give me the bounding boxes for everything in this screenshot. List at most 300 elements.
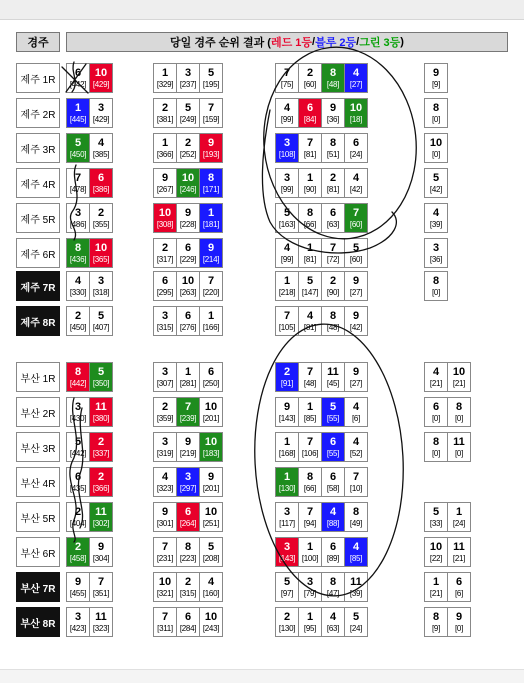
bracket-score: [89]	[326, 553, 340, 563]
race-label: 부산 1R	[16, 362, 60, 392]
bracket-score: [95]	[303, 623, 317, 633]
result-cell-blue	[344, 537, 368, 567]
bracket-score: [90]	[326, 287, 340, 297]
horse-number: 1	[455, 505, 463, 518]
result-cell	[89, 98, 113, 128]
horse-number: 3	[97, 101, 105, 114]
bracket-score: [281]	[179, 378, 197, 388]
result-cell	[275, 306, 299, 336]
bracket-score: [48]	[326, 79, 340, 89]
result-cell	[176, 63, 200, 93]
race-label: 제주 3R	[16, 133, 60, 163]
blue-second-label: 블루 2등	[315, 37, 357, 49]
horse-number: 2	[329, 274, 337, 287]
result-group	[275, 133, 367, 163]
result-cell-green	[199, 432, 223, 462]
result-cell	[298, 271, 322, 301]
horse-number: 10	[429, 136, 443, 149]
result-cell	[447, 362, 471, 392]
bracket-score: [263]	[179, 287, 197, 297]
result-group	[66, 537, 112, 567]
bracket-score: [315]	[156, 322, 174, 332]
result-cell	[424, 607, 448, 637]
bracket-score: [81]	[326, 184, 340, 194]
result-cell	[153, 537, 177, 567]
bracket-score: [237]	[179, 79, 197, 89]
horse-number: 2	[97, 206, 105, 219]
result-group	[153, 572, 222, 602]
result-cell	[447, 432, 471, 462]
result-cell-green	[89, 362, 113, 392]
result-group	[66, 362, 112, 392]
result-cell	[66, 572, 90, 602]
horse-number: 9	[161, 171, 169, 184]
result-group	[275, 607, 367, 637]
result-cell-red	[275, 537, 299, 567]
horse-number: 1	[306, 171, 314, 184]
horse-number: 9	[352, 365, 360, 378]
horse-number: 8	[74, 365, 82, 378]
bracket-score: [160]	[202, 588, 220, 598]
bracket-score: [0]	[432, 149, 440, 159]
horse-number: 5	[207, 540, 215, 553]
result-cell	[153, 306, 177, 336]
bracket-score: [81]	[303, 254, 317, 264]
result-cell	[176, 271, 200, 301]
horse-number: 1	[306, 241, 314, 254]
result-cell	[321, 203, 345, 233]
horse-number: 6	[184, 505, 192, 518]
horse-number: 6	[207, 365, 215, 378]
result-group	[153, 467, 222, 497]
bracket-score: [231]	[156, 553, 174, 563]
result-cell	[199, 271, 223, 301]
result-cell	[153, 467, 177, 497]
result-group	[424, 203, 447, 233]
horse-number: 7	[207, 101, 215, 114]
result-cell	[321, 238, 345, 268]
horse-number: 2	[283, 365, 291, 378]
horse-number: 8	[432, 610, 440, 623]
bracket-score: [168]	[278, 448, 296, 458]
horse-number: 8	[306, 206, 314, 219]
horse-number: 3	[161, 365, 169, 378]
bracket-score: [249]	[179, 114, 197, 124]
result-cell-blue	[275, 362, 299, 392]
horse-number: 3	[306, 575, 314, 588]
bracket-score: [350]	[92, 378, 110, 388]
result-group	[66, 607, 112, 637]
result-cell	[344, 133, 368, 163]
bracket-score: [386]	[92, 184, 110, 194]
horse-number: 2	[184, 136, 192, 149]
result-cell-blue	[199, 203, 223, 233]
bracket-score: [45]	[326, 378, 340, 388]
result-group	[66, 203, 112, 233]
result-cell	[447, 572, 471, 602]
bracket-score: [239]	[179, 413, 197, 423]
horse-number: 8	[329, 66, 337, 79]
bracket-score: [99]	[280, 254, 294, 264]
horse-number: 1	[161, 66, 169, 79]
horse-number: 6	[97, 171, 105, 184]
result-group	[275, 362, 367, 392]
bracket-score: [308]	[156, 219, 174, 229]
horse-number: 3	[161, 435, 169, 448]
horse-number: 3	[432, 241, 440, 254]
result-cell	[344, 306, 368, 336]
result-cell	[176, 203, 200, 233]
result-cell	[321, 362, 345, 392]
horse-number: 3	[184, 470, 192, 483]
result-cell	[424, 537, 448, 567]
result-cell	[89, 607, 113, 637]
result-group	[424, 572, 470, 602]
horse-number: 3	[283, 540, 291, 553]
horse-number: 4	[329, 610, 337, 623]
horse-number: 7	[74, 171, 82, 184]
result-cell	[424, 63, 448, 93]
race-label: 부산 8R	[16, 607, 60, 637]
horse-number: 7	[306, 136, 314, 149]
result-cell	[89, 537, 113, 567]
result-group	[424, 607, 470, 637]
result-cell	[344, 467, 368, 497]
horse-number: 4	[329, 505, 337, 518]
bracket-score: [317]	[156, 254, 174, 264]
bracket-score: [455]	[69, 588, 87, 598]
bracket-score: [27]	[349, 378, 363, 388]
bracket-score: [48]	[303, 378, 317, 388]
horse-number: 9	[207, 470, 215, 483]
horse-number: 10	[204, 505, 218, 518]
result-group	[66, 133, 112, 163]
result-group	[66, 572, 112, 602]
result-cell	[424, 271, 448, 301]
title-prefix: 당일 경주 순위 결과 (	[170, 37, 271, 49]
horse-number: 4	[74, 274, 82, 287]
result-cell	[153, 63, 177, 93]
result-group	[424, 133, 447, 163]
bracket-score: [220]	[202, 287, 220, 297]
result-cell-red	[89, 397, 113, 427]
horse-number: 5	[283, 575, 291, 588]
horse-number: 11	[95, 400, 107, 413]
result-group	[153, 203, 222, 233]
result-cell	[89, 133, 113, 163]
result-cell	[153, 168, 177, 198]
result-cell	[275, 168, 299, 198]
result-group	[424, 537, 470, 567]
bracket-score: [337]	[92, 448, 110, 458]
bracket-score: [143]	[278, 553, 296, 563]
bracket-score: [47]	[326, 588, 340, 598]
bracket-score: [0]	[432, 114, 440, 124]
race-label: 부산 7R	[16, 572, 60, 602]
horse-number: 7	[306, 365, 314, 378]
race-label: 제주 7R	[16, 271, 60, 301]
result-group	[66, 467, 112, 497]
result-cell	[424, 572, 448, 602]
result-cell	[298, 502, 322, 532]
result-cell	[298, 572, 322, 602]
race-label: 부산 3R	[16, 432, 60, 462]
horse-number: 8	[432, 101, 440, 114]
horse-number: 3	[97, 274, 105, 287]
horse-number: 3	[74, 206, 82, 219]
result-cell	[66, 432, 90, 462]
bracket-score: [63]	[326, 219, 340, 229]
bracket-score: [166]	[202, 322, 220, 332]
bracket-score: [295]	[156, 287, 174, 297]
bracket-score: [201]	[202, 483, 220, 493]
result-cell	[275, 98, 299, 128]
result-group	[275, 502, 367, 532]
bracket-score: [85]	[303, 413, 317, 423]
bracket-score: [284]	[179, 623, 197, 633]
result-cell	[66, 203, 90, 233]
horse-number: 8	[432, 274, 440, 287]
horse-number: 6	[306, 101, 314, 114]
bracket-score: [72]	[326, 254, 340, 264]
horse-number: 8	[184, 540, 192, 553]
result-group	[424, 238, 447, 268]
result-cell	[344, 168, 368, 198]
bracket-score: [9]	[432, 79, 440, 89]
bracket-score: [201]	[202, 413, 220, 423]
result-cell	[153, 271, 177, 301]
bracket-score: [39]	[429, 219, 443, 229]
horse-number: 10	[181, 274, 195, 287]
result-cell-red	[89, 238, 113, 268]
result-cell-green	[66, 238, 90, 268]
result-cell	[66, 306, 90, 336]
horse-number: 1	[306, 400, 314, 413]
horse-number: 8	[329, 575, 337, 588]
result-cell	[424, 133, 448, 163]
result-cell	[176, 572, 200, 602]
bracket-score: [163]	[278, 219, 296, 229]
bracket-score: [33]	[429, 518, 443, 528]
bracket-score: [429]	[92, 114, 110, 124]
bracket-score: [276]	[179, 322, 197, 332]
horse-number: 5	[283, 206, 291, 219]
bracket-score: [442]	[69, 79, 87, 89]
horse-number: 5	[207, 66, 215, 79]
result-group	[153, 98, 222, 128]
horse-number: 6	[184, 610, 192, 623]
result-cell-red	[176, 502, 200, 532]
bracket-score: [250]	[202, 378, 220, 388]
bracket-score: [108]	[278, 149, 296, 159]
race-label: 부산 6R	[16, 537, 60, 567]
bracket-score: [223]	[179, 553, 197, 563]
horse-number: 7	[161, 540, 169, 553]
result-cell	[424, 362, 448, 392]
bracket-score: [106]	[301, 448, 319, 458]
result-cell	[321, 133, 345, 163]
result-cell	[153, 397, 177, 427]
result-cell	[199, 607, 223, 637]
result-cell	[447, 397, 471, 427]
bracket-score: [60]	[349, 254, 363, 264]
bracket-score: [99]	[280, 114, 294, 124]
result-group	[275, 238, 367, 268]
horse-number: 6	[184, 309, 192, 322]
horse-number: 8	[352, 505, 360, 518]
result-cell-green	[275, 467, 299, 497]
bracket-score: [195]	[202, 79, 220, 89]
horse-number: 9	[329, 101, 337, 114]
result-group	[275, 397, 367, 427]
horse-number: 4	[97, 136, 105, 149]
horse-number: 7	[352, 470, 360, 483]
red-first-label: 레드 1등	[270, 37, 313, 49]
result-cell	[176, 607, 200, 637]
bracket-score: [183]	[202, 448, 220, 458]
result-cell	[344, 238, 368, 268]
horse-number: 1	[283, 470, 291, 483]
horse-number: 2	[74, 540, 82, 553]
horse-number: 6	[329, 206, 337, 219]
horse-number: 11	[95, 505, 107, 518]
result-cell-red	[199, 133, 223, 163]
race-label: 부산 5R	[16, 502, 60, 532]
horse-number: 1	[432, 575, 440, 588]
result-group	[153, 168, 222, 198]
horse-number: 11	[95, 610, 107, 623]
bracket-score: [143]	[278, 413, 296, 423]
horse-number: 6	[184, 241, 192, 254]
horse-number: 2	[161, 101, 169, 114]
horse-number: 5	[352, 241, 360, 254]
horse-number: 9	[455, 610, 463, 623]
result-group	[424, 271, 447, 301]
horse-number: 4	[352, 435, 360, 448]
bracket-score: [219]	[179, 448, 197, 458]
bracket-score: [55]	[326, 448, 340, 458]
horse-number: 2	[97, 470, 105, 483]
bracket-score: [147]	[301, 287, 319, 297]
horse-number: 8	[329, 309, 337, 322]
bracket-score: [355]	[92, 219, 110, 229]
bracket-score: [246]	[179, 184, 197, 194]
horse-number: 1	[184, 365, 192, 378]
bracket-score: [90]	[303, 184, 317, 194]
result-cell	[176, 432, 200, 462]
result-group	[66, 502, 112, 532]
bottom-status-strip	[0, 669, 524, 683]
bracket-score: [423]	[69, 623, 87, 633]
bracket-score: [24]	[349, 623, 363, 633]
bracket-score: [445]	[69, 114, 87, 124]
result-cell	[344, 502, 368, 532]
horse-number: 3	[283, 171, 291, 184]
bracket-score: [99]	[280, 184, 294, 194]
bracket-score: [181]	[202, 219, 220, 229]
horse-number: 9	[207, 136, 215, 149]
title-separator: /	[356, 36, 360, 48]
result-group	[424, 168, 447, 198]
horse-number: 6	[329, 540, 337, 553]
result-group	[275, 203, 367, 233]
result-cell	[176, 306, 200, 336]
result-cell	[176, 98, 200, 128]
horse-number: 9	[352, 274, 360, 287]
bracket-score: [404]	[69, 518, 87, 528]
result-cell	[89, 271, 113, 301]
horse-number: 9	[161, 505, 169, 518]
result-group	[66, 238, 112, 268]
bracket-score: [0]	[455, 448, 463, 458]
bracket-score: [366]	[92, 483, 110, 493]
bracket-score: [0]	[455, 623, 463, 633]
result-cell-blue	[321, 397, 345, 427]
bracket-score: [330]	[69, 287, 87, 297]
result-cell	[447, 537, 471, 567]
result-cell	[447, 502, 471, 532]
result-cell	[153, 362, 177, 392]
horse-number: 7	[306, 435, 314, 448]
bracket-score: [359]	[156, 413, 174, 423]
horse-number: 6	[352, 136, 360, 149]
bracket-score: [297]	[179, 483, 197, 493]
bracket-score: [214]	[202, 254, 220, 264]
result-cell	[424, 397, 448, 427]
horse-number: 6	[432, 400, 440, 413]
bracket-score: [429]	[92, 79, 110, 89]
result-group	[424, 98, 447, 128]
result-cell-green	[321, 63, 345, 93]
bracket-score: [94]	[303, 518, 317, 528]
horse-number: 10	[429, 540, 443, 553]
horse-number: 3	[283, 505, 291, 518]
horse-number: 7	[306, 505, 314, 518]
horse-number: 10	[158, 575, 172, 588]
bracket-score: [36]	[429, 254, 443, 264]
result-group	[66, 432, 112, 462]
horse-number: 7	[352, 206, 360, 219]
bracket-score: [478]	[69, 184, 87, 194]
bracket-score: [52]	[349, 448, 363, 458]
result-cell	[321, 607, 345, 637]
result-cell	[321, 572, 345, 602]
result-cell	[344, 607, 368, 637]
result-group	[153, 306, 222, 336]
result-cell	[66, 502, 90, 532]
result-group	[153, 502, 222, 532]
horse-number: 2	[161, 241, 169, 254]
result-group	[66, 168, 112, 198]
bracket-score: [229]	[179, 254, 197, 264]
result-group	[66, 98, 112, 128]
horse-number: 7	[97, 575, 105, 588]
bracket-score: [130]	[278, 623, 296, 633]
result-cell	[176, 133, 200, 163]
bracket-score: [0]	[455, 413, 463, 423]
result-cell	[153, 607, 177, 637]
bracket-score: [66]	[303, 219, 317, 229]
race-label: 제주 5R	[16, 203, 60, 233]
horse-number: 4	[306, 309, 314, 322]
bracket-score: [130]	[278, 483, 296, 493]
bracket-score: [159]	[202, 114, 220, 124]
result-cell	[298, 203, 322, 233]
result-group	[424, 432, 470, 462]
result-group	[66, 397, 112, 427]
bracket-score: [97]	[280, 588, 294, 598]
top-toolbar-strip	[0, 0, 524, 20]
